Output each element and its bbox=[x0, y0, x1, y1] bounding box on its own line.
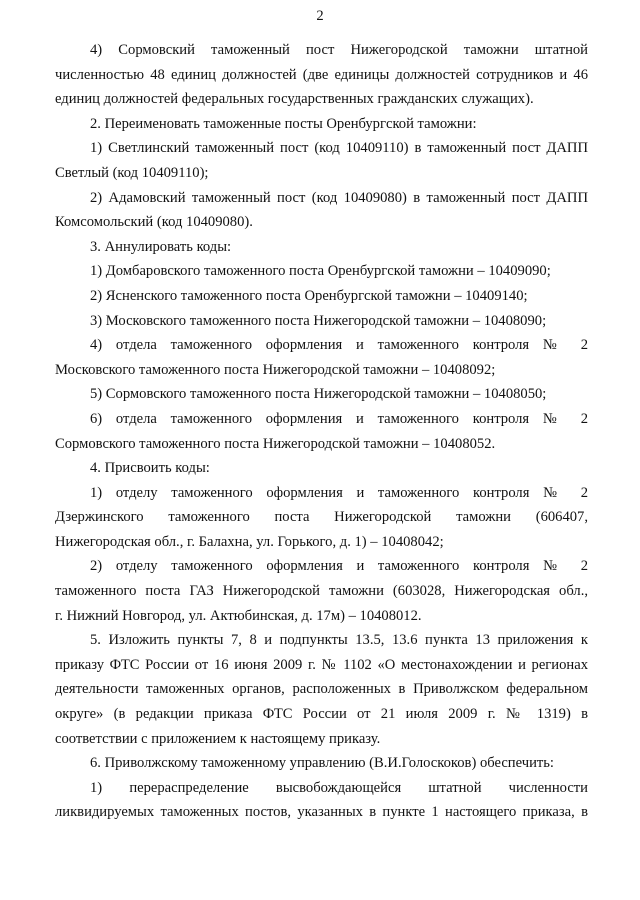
text-line: 2. Переименовать таможенные посты Оренбургской таможни: bbox=[90, 115, 477, 132]
text-line: 6) отдела таможенного оформления и таможенного контроля № 2 bbox=[90, 410, 588, 427]
text-line: 3) Московского таможенного поста Нижегородской таможни – 10408090; bbox=[90, 312, 547, 329]
text-line: численностью 48 единиц должностей (две единицы должностей сотрудников и 46 bbox=[55, 66, 588, 83]
text-line: 1) Светлинский таможенный пост (код 10409110) в таможенный пост ДАПП bbox=[90, 140, 588, 157]
text-line: 1) Домбаровского таможенного поста Оренбургской таможни – 10409090; bbox=[90, 263, 551, 280]
text-line: г. Нижний Новгород, ул. Актюбинская, д. 17м) – 10408012. bbox=[55, 607, 422, 624]
text-line: Дзержинского таможенного поста Нижегородской таможни (606407, bbox=[55, 509, 588, 526]
text-line: 2) Адамовский таможенный пост (код 10409080) в таможенный пост ДАПП bbox=[90, 189, 588, 206]
text-line: Светлый (код 10409110); bbox=[55, 164, 209, 181]
text-line: 4) отдела таможенного оформления и таможенного контроля № 2 bbox=[90, 337, 588, 354]
text-line: Комсомольский (код 10409080). bbox=[55, 214, 253, 231]
text-line: Нижегородская обл., г. Балахна, ул. Горького, д. 1) – 10408042; bbox=[55, 533, 444, 550]
text-line: соответствии с приложением к настоящему приказу. bbox=[55, 730, 381, 747]
text-line: деятельности таможенных органов, расположенных в Приволжском федеральном bbox=[55, 681, 588, 698]
text-line: приказу ФТС России от 16 июня 2009 г. № 1102 «О местонахождении и регионах bbox=[55, 656, 588, 673]
text-line: Сормовского таможенного поста Нижегородской таможни – 10408052. bbox=[55, 435, 496, 452]
text-line: 2) отделу таможенного оформления и таможенного контроля № 2 bbox=[90, 558, 588, 575]
text-line: 6. Приволжскому таможенному управлению (В.И.Голоскоков) обеспечить: bbox=[90, 755, 554, 772]
text-line: 1) перераспределение высвобождающейся штатной численности bbox=[90, 779, 588, 796]
text-line: округе» (в редакции приказа ФТС России от 21 июля 2009 г. № 1319) в bbox=[55, 706, 588, 723]
text-line: 5. Изложить пункты 7, 8 и подпункты 13.5, 13.6 пункта 13 приложения к bbox=[90, 632, 588, 649]
text-line: ликвидируемых таможенных постов, указанных в пункте 1 настоящего приказа, в bbox=[55, 804, 588, 821]
text-line: таможенного поста ГАЗ Нижегородской таможни (603028, Нижегородская обл., bbox=[55, 583, 588, 600]
text-line: 4) Сормовский таможенный пост Нижегородской таможни штатной bbox=[90, 42, 588, 58]
text-line: Московского таможенного поста Нижегородской таможни – 10408092; bbox=[55, 361, 496, 378]
document-body bbox=[55, 38, 588, 825]
text-line: 2) Ясненского таможенного поста Оренбургской таможни – 10409140; bbox=[90, 287, 528, 304]
text-line: 1) отделу таможенного оформления и таможенного контроля № 2 bbox=[90, 484, 588, 501]
text-line: единиц должностей федеральных государственных гражданских служащих). bbox=[55, 91, 534, 108]
text-line: 3. Аннулировать коды: bbox=[90, 238, 232, 255]
page-number: 2 bbox=[316, 8, 324, 24]
text-line: 4. Присвоить коды: bbox=[90, 460, 210, 477]
text-line: 5) Сормовского таможенного поста Нижегородской таможни – 10408050; bbox=[90, 386, 547, 403]
